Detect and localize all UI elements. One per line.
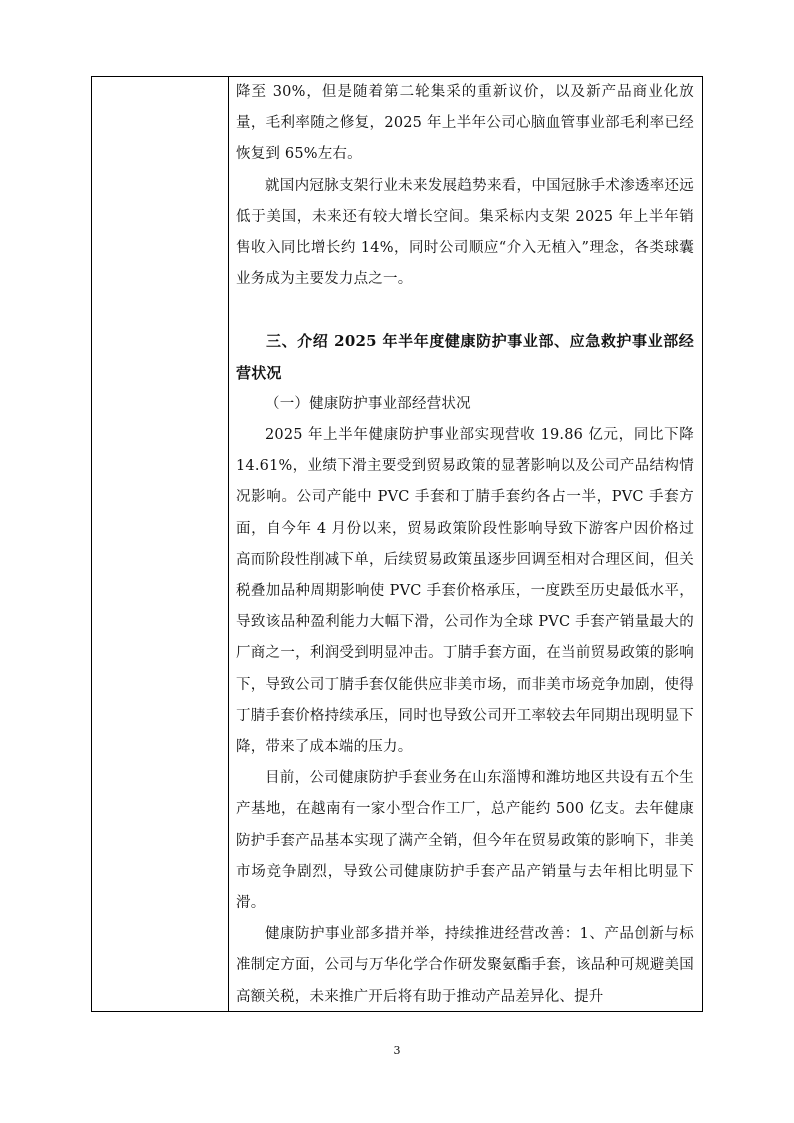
page-number: 3 bbox=[393, 1044, 401, 1057]
paragraph-improvement: 健康防护事业部多措并举，持续推进经营改善：1、产品创新与标准制定方面，公司与万华化学合作研发聚氨酯手套，该品种可规避美国高额关税，未来推广开后将有助于推动产品差异化、提升 bbox=[236, 926, 694, 1005]
content-table bbox=[91, 76, 703, 1012]
section-heading: 三、介绍 2025 年半年度健康防护事业部、应急救护事业部经营状况 bbox=[236, 332, 694, 382]
paragraph-capacity: 目前，公司健康防护手套业务在山东淄博和潍坊地区共设有五个生产基地，在越南有一家小型合作工厂，总产能约 500 亿支。去年健康防护手套产品基本实现了满产全销，但今年在贸易政策的影响下，非美市场竞争剧烈，导致公司健康防护手套产品产销量与去年相比明显下滑。 bbox=[236, 770, 694, 912]
paragraph-revenue: 2025 年上半年健康防护事业部实现营收 19.86 亿元，同比下降 14.61%，业绩下滑主要受到贸易政策的显著影响以及公司产品结构情况影响。公司产能中 PVC 手套和丁腈手套约各占一半，PVC 手套方面，自今年 4 月份以来，贸易政策阶段性影响导致下游客户因价格过高而阶段性削减下单，后续贸易政策虽逐步回调至相对合理区间，但关税叠加品种周期影响使 PVC 手套价格承压，一度跌至历史最低水平，导致该品种盈利能力大幅下滑，公司作为全球 PVC 手套产销量最大的厂商之一，利润受到明显冲击。丁腈手套方面，在当前贸易政策的影响下，导致公司丁腈手套仅能供应非美市场，而非美市场竞争加剧，使得丁腈手套价格持续承压，同时也导致公司开工率较去年同期出现明显下降，带来了成本端的压力。 bbox=[236, 427, 694, 756]
subsection-heading: （一）健康防护事业部经营状况 bbox=[265, 395, 471, 412]
paragraph-gap bbox=[236, 295, 694, 326]
paragraph-continued: 降至 30%，但是随着第二轮集采的重新议价，以及新产品商业化放量，毛利率随之修复，2025 年上半年公司心脑血管事业部毛利率已经恢复到 65%左右。 bbox=[236, 84, 694, 163]
table-right-column bbox=[229, 77, 702, 1011]
table-left-column bbox=[92, 77, 229, 1011]
paragraph-stent-trend: 就国内冠脉支架行业未来发展趋势来看，中国冠脉手术渗透率还远低于美国，未来还有较大增长空间。集采标内支架 2025 年上半年销售收入同比增长约 14%，同时公司顺应“介入无植入”理念，各类球囊业务成为主要发力点之一。 bbox=[236, 177, 694, 288]
